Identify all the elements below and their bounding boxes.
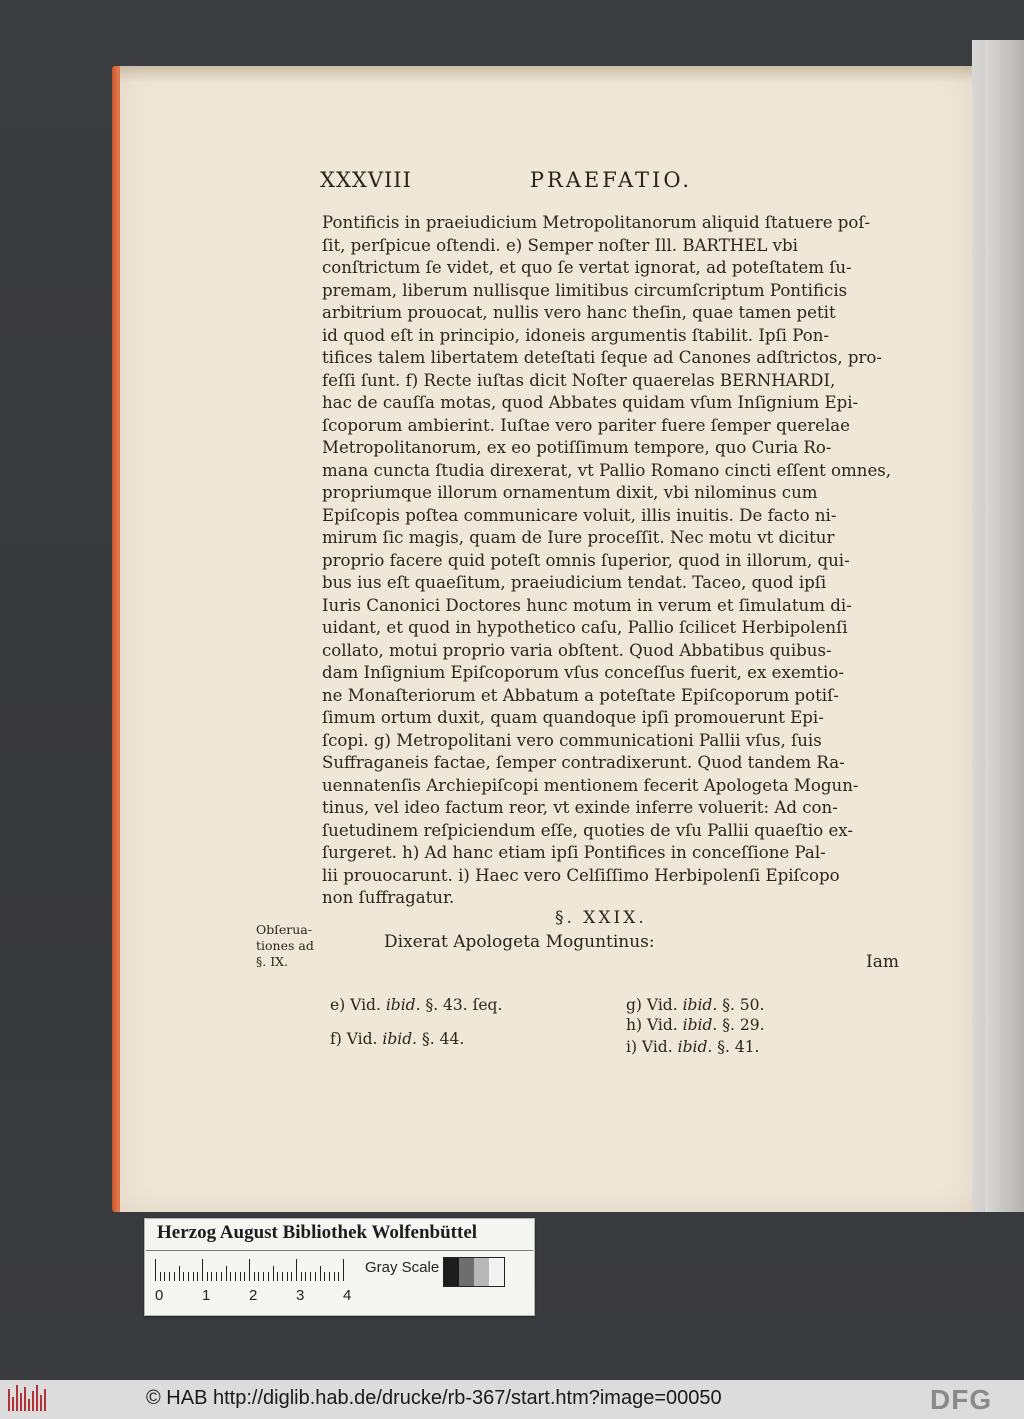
text-line: ſurgeret. h) Ad hanc etiam ipſi Pontifices in conceſſione Pal- xyxy=(322,843,826,862)
running-head: PRAEFATIO. xyxy=(529,168,692,192)
ruler-tick xyxy=(287,1272,288,1281)
ruler-number: 0 xyxy=(155,1287,164,1304)
footnote-label: e) Vid. xyxy=(330,996,381,1014)
text-line: ſcoporum ambierint. Iuſtae vero pariter fuere ſemper querelae xyxy=(322,415,850,435)
ruler-tick xyxy=(160,1272,161,1281)
gray-swatch xyxy=(474,1258,489,1286)
section-heading: §. XXIX. xyxy=(555,908,647,928)
footnote-ref: ibid. xyxy=(682,1016,718,1034)
cm-ruler xyxy=(155,1259,361,1281)
text-line: feſſi ſunt. f) Recte iuſtas dicit Noſter quaerelas BERNHARDI, xyxy=(322,370,836,390)
ruler-tick xyxy=(216,1272,217,1281)
ruler-tick xyxy=(188,1272,189,1281)
ruler-tick xyxy=(193,1272,194,1281)
text-line: ſuetudinem reſpiciendum eſſe, quoties de vſu Pallii quaeſtio ex- xyxy=(322,820,853,840)
footnote-label: i) Vid. xyxy=(626,1038,673,1056)
margin-note-line: Obſerua- xyxy=(256,922,312,937)
footer-copyright-url: © HAB http://diglib.hab.de/drucke/rb-367/start.htm?image=00050 xyxy=(146,1387,722,1409)
footnote-rest: §. 43. ſeq. xyxy=(425,996,503,1014)
ruler-tick xyxy=(301,1272,302,1281)
ruler-tick xyxy=(211,1272,212,1281)
text-line: premam, liberum nullisque limitibus circumſcriptum Pontificis xyxy=(322,280,848,300)
footnote-ref: ibid. xyxy=(677,1038,713,1056)
text-line: non ſuffragatur. xyxy=(322,888,455,907)
text-line: tinus, vel ideo factum reor, vt exinde inferre voluerit: Ad con- xyxy=(322,798,838,817)
text-line: mirum ſic magis, quam de Iure proceſſit. Nec motu vt dicitur xyxy=(322,528,835,547)
ruler-number: 1 xyxy=(202,1287,211,1304)
scale-card xyxy=(144,1218,535,1316)
ruler-tick xyxy=(268,1272,269,1281)
text-line: Metropolitanorum, ex eo potiſſimum tempore, quo Curia Ro- xyxy=(322,438,832,457)
section-opening-line: Dixerat Apologeta Moguntinus: xyxy=(384,932,655,952)
text-line: ne Monaſteriorum et Abbatum a poteſtate Epiſcoporum potiſ- xyxy=(322,685,839,705)
library-title: Herzog August Bibliothek Wolfenbüttel xyxy=(157,1222,478,1243)
ruler-tick xyxy=(310,1272,311,1281)
footnote-h xyxy=(626,1016,765,1034)
ruler-tick xyxy=(226,1266,227,1281)
footnote-rest: §. 50. xyxy=(722,996,765,1014)
footnote-ref: ibid. xyxy=(382,1030,418,1048)
text-line: bus ius eſt quaeſitum, praeiudicium tendat. Taceo, quod ipſi xyxy=(322,573,827,592)
text-line: Pontificis in praeiudicium Metropolitanorum aliquid ſtatuere poſ- xyxy=(322,213,871,232)
page-top-shadow xyxy=(120,66,972,82)
ruler-tick xyxy=(329,1272,330,1281)
ruler-tick xyxy=(343,1259,344,1281)
footnote-e xyxy=(330,996,502,1014)
ruler-tick xyxy=(291,1272,292,1281)
ruler-tick xyxy=(169,1272,170,1281)
ruler-tick xyxy=(235,1272,236,1281)
ruler-tick xyxy=(183,1272,184,1281)
text-line: Epiſcopis poſtea communicare voluit, illis inuitis. De facto ni- xyxy=(322,505,837,525)
dfg-logo: DFG xyxy=(930,1384,993,1415)
ruler-tick xyxy=(315,1272,316,1281)
text-line: dam Inſignium Epiſcoporum vſus conceſſus fuerit, ex exemtio- xyxy=(322,663,844,682)
footnote-i xyxy=(626,1038,760,1056)
ruler-tick xyxy=(338,1272,339,1281)
adjacent-page-shading xyxy=(985,40,1024,1212)
text-line: lii prouocarunt. i) Haec vero Celſiſſimo Herbipolenſi Epiſcopo xyxy=(322,865,840,885)
text-line: ſit, perſpicue oſtendi. e) Semper noſter Ill. BARTHEL vbi xyxy=(322,235,798,255)
body-text xyxy=(322,212,904,910)
gray-scale-label: Gray Scale xyxy=(365,1259,440,1276)
footnote-rest: §. 29. xyxy=(722,1016,765,1034)
catchword: Iam xyxy=(866,952,899,972)
footnote-ref: ibid. xyxy=(385,996,421,1014)
footnote-rest: §. 41. xyxy=(717,1038,760,1056)
ruler-tick xyxy=(164,1272,165,1281)
ruler-tick xyxy=(240,1272,241,1281)
text-line: Iuris Canonici Doctores hunc motum in verum et ſimulatum di- xyxy=(322,595,852,615)
ruler-tick xyxy=(174,1272,175,1281)
ruler-tick xyxy=(320,1266,321,1281)
ruler-tick xyxy=(207,1272,208,1281)
gray-scale-swatches xyxy=(443,1257,505,1287)
hab-barcode-logo-icon xyxy=(8,1385,48,1413)
ruler-tick xyxy=(202,1259,203,1281)
text-line: hac de cauſſa motas, quod Abbates quidam vſum Inſignium Epi- xyxy=(322,393,859,412)
ruler-number: 4 xyxy=(343,1287,352,1304)
ruler-tick xyxy=(324,1272,325,1281)
ruler-number: 2 xyxy=(249,1287,258,1304)
ruler-tick xyxy=(277,1272,278,1281)
text-line: tifices talem libertatem deteſtati ſeque ad Canones adſtrictos, pro- xyxy=(322,348,883,367)
gray-swatch xyxy=(489,1258,504,1286)
footnote-g xyxy=(626,996,764,1014)
margin-note-line: §. IX. xyxy=(256,954,289,969)
footnote-label: f) Vid. xyxy=(330,1030,378,1048)
text-line: id quod eſt in principio, idoneis argumentis ſtabilit. Ipſi Pon- xyxy=(322,325,830,345)
ruler-tick xyxy=(263,1272,264,1281)
text-line: mana cuncta ſtudia direxerat, vt Pallio Romano cincti eſſent omnes, xyxy=(322,460,892,480)
text-line: proprio facere quid poteſt omnis ſuperior, quod in illorum, qui- xyxy=(322,550,850,570)
margin-note xyxy=(256,922,324,970)
footnote-f xyxy=(330,1030,464,1048)
footnote-label: h) Vid. xyxy=(626,1016,678,1034)
gray-swatch xyxy=(444,1258,459,1286)
ruler-tick xyxy=(254,1272,255,1281)
ruler-tick xyxy=(296,1259,297,1281)
ruler-tick xyxy=(230,1272,231,1281)
ruler-tick xyxy=(155,1259,156,1281)
folio-number: XXXVIII xyxy=(320,168,412,192)
ruler-tick xyxy=(179,1266,180,1281)
ruler-tick xyxy=(244,1272,245,1281)
text-line: collato, motui proprio varia obſtent. Quod Abbatibus quibus- xyxy=(322,640,832,660)
footnote-rest: §. 44. xyxy=(422,1030,465,1048)
ruler-tick xyxy=(258,1272,259,1281)
card-divider xyxy=(146,1250,533,1251)
text-line: uidant, et quod in hypothetico caſu, Pallio ſcilicet Herbipolenſi xyxy=(322,618,848,637)
text-line: ſcopi. g) Metropolitani vero communicationi Pallii vſus, ſuis xyxy=(322,730,822,750)
ruler-tick xyxy=(282,1272,283,1281)
text-line: propriumque illorum ornamentum dixit, vbi nilominus cum xyxy=(322,483,818,502)
gray-swatch xyxy=(459,1258,474,1286)
text-line: uennatenſis Archiepiſcopi mentionem fecerit Apologeta Mogun- xyxy=(322,775,859,795)
footnote-ref: ibid. xyxy=(682,996,718,1014)
ruler-tick xyxy=(334,1272,335,1281)
footnote-label: g) Vid. xyxy=(626,996,678,1014)
ruler-number: 3 xyxy=(296,1287,305,1304)
page-header xyxy=(320,168,692,196)
ruler-tick xyxy=(249,1259,250,1281)
ruler-tick xyxy=(305,1272,306,1281)
ruler-tick xyxy=(221,1272,222,1281)
text-line: Suffraganeis factae, ſemper contradixerunt. Quod tandem Ra- xyxy=(322,753,845,772)
text-line: arbitrium prouocat, nullis vero hanc theſin, quae tamen petit xyxy=(322,303,836,322)
margin-note-line: tiones ad xyxy=(256,938,314,953)
ruler-tick xyxy=(273,1266,274,1281)
text-line: ſimum ortum duxit, quam quandoque ipſi promouerunt Epi- xyxy=(322,708,824,727)
text-line: conſtrictum ſe videt, et quo ſe vertat ignorat, ad poteſtatem ſu- xyxy=(322,258,852,277)
ruler-tick xyxy=(197,1272,198,1281)
